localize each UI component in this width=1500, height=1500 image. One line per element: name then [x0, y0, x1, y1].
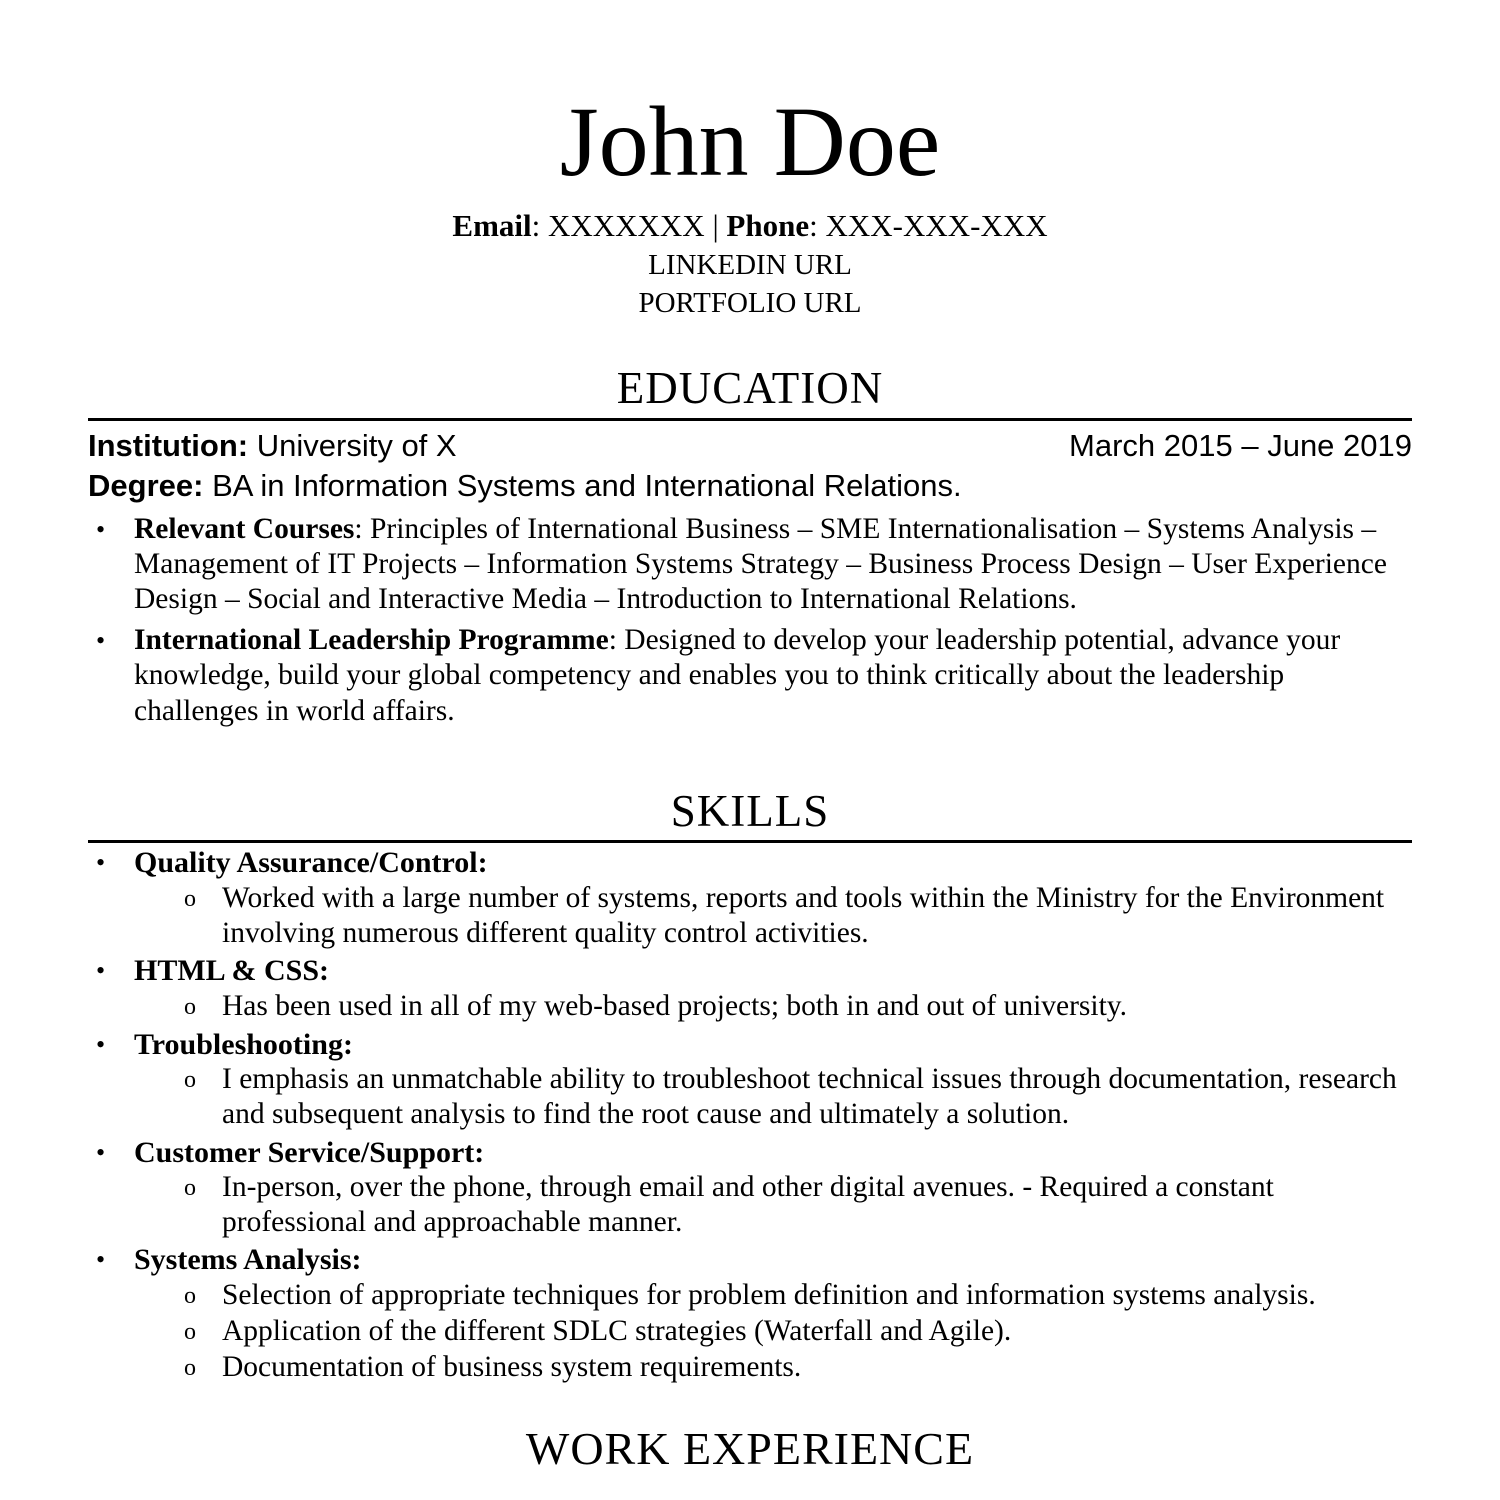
skill-sub-text: Application of the different SDLC strategies (Waterfall and Agile). [222, 1315, 1012, 1348]
linkedin-url: LINKEDIN URL [648, 248, 852, 281]
email-label: Email [452, 208, 532, 243]
contact-separator: | [704, 208, 727, 243]
skill-sub-item [88, 1314, 1412, 1350]
degree-value: BA in Information Systems and International Relations. [212, 468, 962, 504]
skill-sub-item [88, 881, 1412, 951]
education-bullet-body: : Designed to develop your leadership potential, advance your knowledge, build your global competency and enables you to think critically about the leadership challenges in world affairs. [134, 624, 1341, 727]
institution-line [88, 427, 457, 466]
skill-sub-text: Has been used in all of my web-based projects; both in and out of university. [222, 989, 1128, 1022]
skills-heading-text: SKILLS [670, 785, 830, 836]
education-bullet-label: Relevant Courses [134, 513, 355, 546]
portfolio-url: PORTFOLIO URL [638, 286, 862, 319]
skill-item [88, 845, 1412, 951]
email-value: : XXXXXXX [531, 208, 705, 243]
skills-list [88, 845, 1412, 1386]
bullet-marker: • [96, 515, 106, 545]
bullet-marker: • [96, 1245, 106, 1275]
skill-sub-item [88, 1062, 1412, 1132]
skill-item [88, 953, 1412, 1025]
education-bullet-text [134, 623, 1412, 728]
skill-label: Troubleshooting: [134, 1027, 353, 1061]
skill-label: Customer Service/Support: [134, 1135, 485, 1169]
education-section-heading [88, 364, 1412, 421]
skill-label-row [88, 953, 1412, 989]
skill-label: Quality Assurance/Control: [134, 846, 488, 880]
skill-label-row [88, 1027, 1412, 1063]
work-experience-heading-text: WORK EXPERIENCE [525, 1423, 975, 1475]
sub-bullet-marker: o [184, 1067, 196, 1094]
skill-label-row [88, 1242, 1412, 1278]
skill-label: Systems Analysis: [134, 1243, 362, 1277]
sub-bullet-marker: o [184, 1355, 196, 1382]
sub-bullet-marker: o [184, 885, 196, 912]
work-experience-section-heading [88, 1424, 1412, 1475]
skills-section-heading [88, 787, 1412, 844]
phone-label: Phone [726, 208, 810, 243]
skill-sub-text: In-person, over the phone, through email and other digital avenues. - Required a constant professional and approachable manner. [222, 1171, 1274, 1239]
education-heading-text: EDUCATION [616, 363, 884, 414]
bullet-marker: • [96, 848, 106, 878]
bullet-marker: • [96, 626, 106, 656]
skill-label: HTML & CSS: [134, 954, 330, 988]
education-bullets [88, 512, 1412, 729]
skill-sub-item [88, 1170, 1412, 1240]
skill-sub-text: I emphasis an unmatchable ability to troubleshoot technical issues through documentation, research and subsequent analysis to find the root cause and ultimately a solution. [222, 1063, 1397, 1131]
skill-sub-text: Selection of appropriate techniques for problem definition and information systems analysis. [222, 1279, 1316, 1312]
name-heading: John Doe [559, 86, 941, 197]
education-bullet-body: : Principles of International Business – SME Internationalisation – Systems Analysis – Management of IT Projects – Information Systems Strategy – Business Process Design – User Experience Design – Social and Interactive Media – Introduction to International Relations. [134, 513, 1387, 616]
skill-item [88, 1242, 1412, 1386]
education-date-range: March 2015 – June 2019 [1069, 427, 1412, 463]
skill-item [88, 1027, 1412, 1133]
degree-label: Degree: [88, 468, 204, 504]
contact-line [88, 208, 1412, 244]
bullet-marker: • [96, 956, 106, 986]
skill-sub-item [88, 989, 1412, 1025]
sub-bullet-marker: o [184, 1283, 196, 1310]
education-bullet-text [134, 512, 1412, 617]
skill-sub-item [88, 1350, 1412, 1386]
bullet-marker: • [96, 1029, 106, 1059]
sub-bullet-marker: o [184, 1319, 196, 1346]
skill-sub-text: Worked with a large number of systems, reports and tools within the Ministry for the Environment involving numerous different quality control activities. [222, 881, 1385, 949]
institution-label: Institution: [88, 427, 249, 463]
institution-row [88, 427, 1412, 466]
skill-label-row [88, 1135, 1412, 1171]
skill-sub-item [88, 1278, 1412, 1314]
phone-value: : XXX-XXX-XXX [809, 208, 1048, 243]
sub-bullet-marker: o [184, 1175, 196, 1202]
education-bullet [88, 512, 1412, 617]
education-bullet [88, 623, 1412, 728]
education-bullet-label: International Leadership Programme [134, 624, 609, 657]
skill-sub-text: Documentation of business system requirements. [222, 1351, 802, 1384]
institution-value: University of X [256, 427, 457, 463]
degree-row [88, 467, 1412, 506]
sub-bullet-marker: o [184, 993, 196, 1020]
skill-label-row [88, 845, 1412, 881]
skill-item [88, 1135, 1412, 1241]
bullet-marker: • [96, 1137, 106, 1167]
